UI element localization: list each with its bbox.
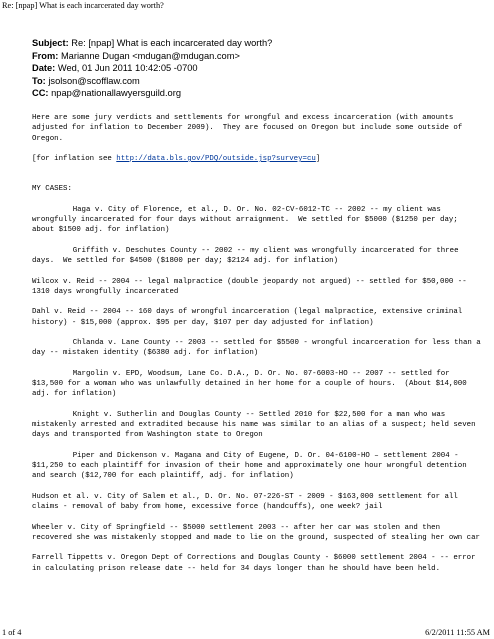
print-page-header: Re: [npap] What is each incarcerated day worth? <box>2 1 164 10</box>
inflation-link[interactable]: http://data.bls.gov/PDQ/outside.jsp?survey=cu <box>116 155 316 163</box>
from-value: Marianne Dugan <mdugan@mdugan.com> <box>60 50 240 61</box>
case-dahl: Dahl v. Reid -- 2004 -- 160 days of wrongful incarceration (legal malpractice, extensive criminal history) - $15,000 (approx. $95 per day, $107 per day adjusted for inflation) <box>32 308 467 327</box>
case-knight: Knight v. Sutherlin and Douglas County -- Settled 2010 for $22,500 for a man who was mistakenly arrested and extradited because his name was similar to an alias of a suspect; held seven days and transported from Washington state to Oregon <box>32 410 480 440</box>
subject-value: Re: [npap] What is each incarcerated day worth? <box>71 38 273 48</box>
date-label: Date: <box>32 63 56 74</box>
date-value: Wed, 01 Jun 2011 10:42:05 -0700 <box>57 63 198 74</box>
subject-row <box>32 37 272 50</box>
cc-label: CC: <box>32 88 49 99</box>
case-chlanda: Chlanda v. Lane County -- 2003 -- settled for $5500 - wrongful incarceration for less than a day -- mistaken identity ($6380 adj. for inflation) <box>32 339 486 358</box>
case-wilcox: Wilcox v. Reid -- 2004 -- legal malpractice (double jeopardy not argued) -- settled for $50,000 -- 1310 days wrongfully incarcerated <box>32 277 472 296</box>
subject-label: Subject: <box>32 38 69 48</box>
to-label: To: <box>32 75 46 86</box>
from-label: From: <box>32 50 59 61</box>
case-haga: Haga v. City of Florence, et al., D. Or. No. 02-CV-6012-TC -- 2002 -- my client was wrongfully incarcerated for four days without arraignment. We settled for $5000 ($1250 per day; about $1500 adj. for inflation) <box>32 205 463 235</box>
intro-paragraph: Here are some jury verdicts and settlements for wrongful and excess incarceration (with amounts adjusted for inflation to December 2009). They are focused on Oregon but include some outside of Oregon. <box>32 114 467 143</box>
my-cases-heading: MY CASES: <box>32 185 72 194</box>
to-row <box>32 75 272 88</box>
to-value: jsolson@scofflaw.com <box>48 75 140 86</box>
cc-value: npap@nationallawyersguild.org <box>51 88 181 99</box>
print-datetime: 6/2/2011 11:55 AM <box>425 628 490 637</box>
date-row <box>32 62 272 75</box>
case-hudson: Hudson et al. v. City of Salem et al., D. Or. No. 07-226-ST - 2009 - $163,000 settlement for all claims - removal of baby from home, excessive force (handcuffs), one week? jail <box>32 492 463 511</box>
case-tippetts: Farrell Tippetts v. Oregon Dept of Corrections and Douglas County - $6000 settlement 2004 - -- error in calculating prison release date -- held for 34 days longer than he should have been held. <box>32 554 480 573</box>
inflation-suffix: ] <box>315 155 321 163</box>
email-headers <box>32 37 272 100</box>
email-body <box>32 113 486 584</box>
inflation-prefix: [for inflation see <box>32 155 117 163</box>
cc-row <box>32 87 272 100</box>
case-margolin: Margolin v. EPD, Woodsum, Lane Co. D.A., D. Or. No. 07-6003-HO -- 2007 -- settled for $13,500 for a woman who was unlawfully detained in her home for a couple of hours. (About $14,000 adj. for inflation) <box>32 369 472 399</box>
case-piper: Piper and Dickenson v. Magana and City of Eugene, D. Or. 04-6100-HO – settlement 2004 - $11,250 to each plaintiff for invasion of their home and approximately one hour wrongful detention and search ($12,700 for each plaintiff, adj. for inflation) <box>32 451 472 481</box>
inflation-note <box>32 154 482 164</box>
from-row <box>32 50 272 63</box>
page-number: 1 of 4 <box>2 628 22 637</box>
case-griffith: Griffith v. Deschutes County -- 2002 -- my client was wrongfully incarcerated for three days. We settled for $4500 ($1800 per day; $2124 adj. for inflation) <box>32 246 463 265</box>
case-wheeler: Wheeler v. City of Springfield -- $5000 settlement 2003 -- after her car was stolen and then recovered she was mistakenly stopped and made to lie on the ground, suspected of stealing her own car <box>32 523 480 542</box>
